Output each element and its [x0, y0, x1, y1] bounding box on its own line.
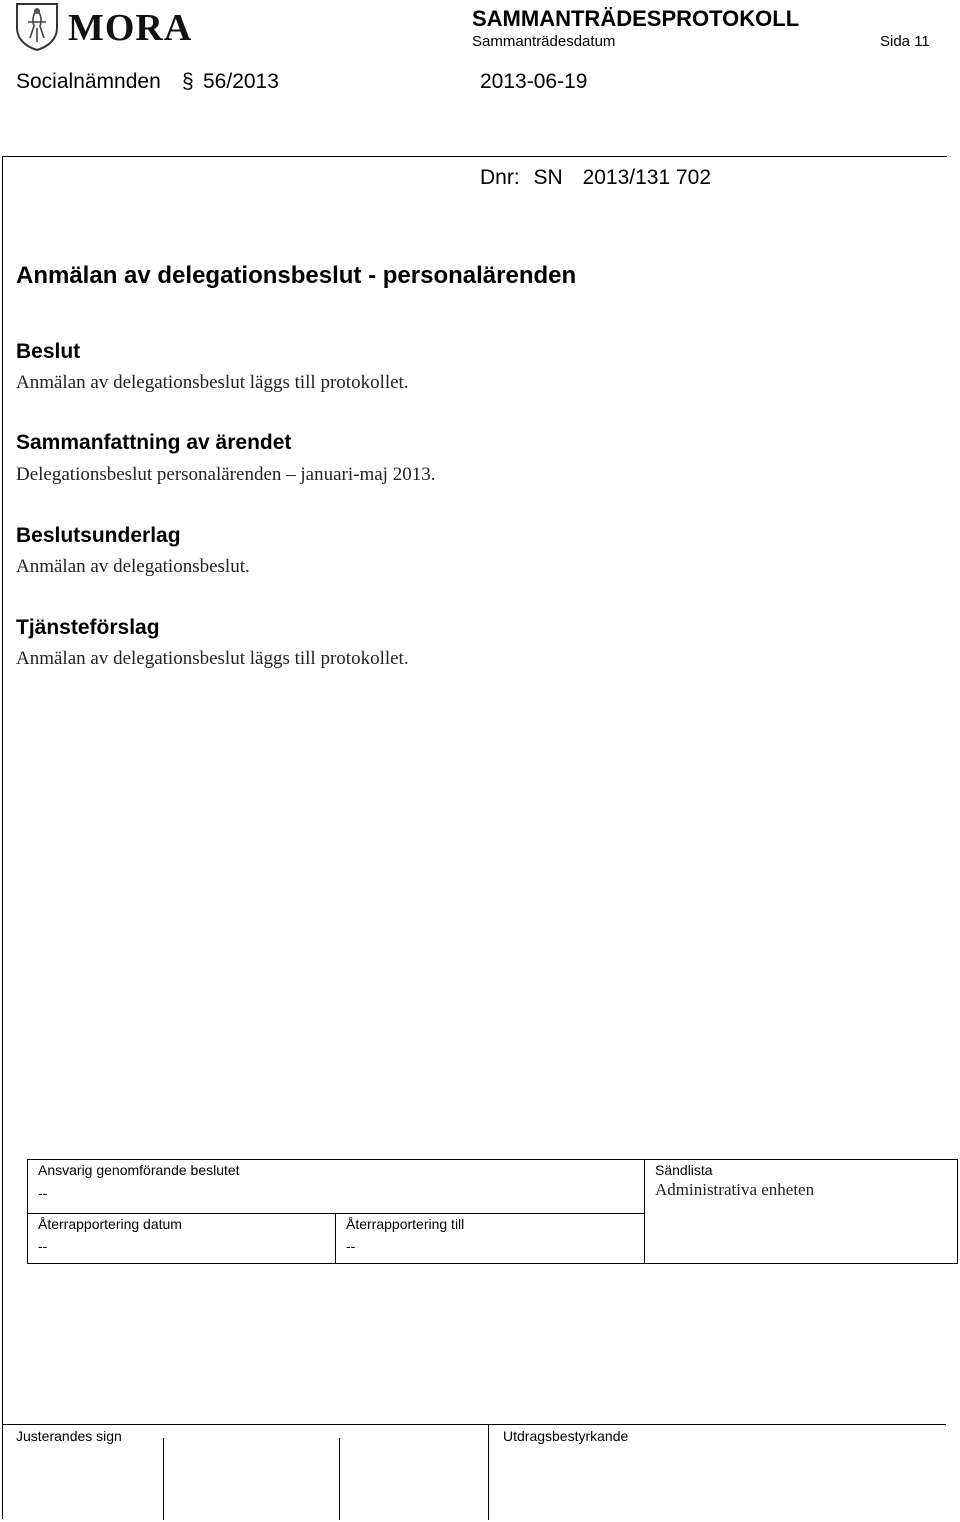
committee-name: Socialnämnden [16, 70, 161, 93]
report-to-value: -- [346, 1238, 356, 1254]
dnr-org: SN [533, 166, 563, 189]
distribution-value: Administrativa enheten [655, 1180, 815, 1199]
case-number [480, 166, 711, 190]
signature-divider [488, 1424, 489, 1520]
meeting-date: 2013-06-19 [480, 70, 588, 93]
signature-divider [339, 1438, 340, 1520]
responsible-value: -- [38, 1185, 48, 1201]
section-heading: Beslut [16, 340, 81, 363]
distribution-label: Sändlista [655, 1162, 713, 1178]
section-text: Anmälan av delegationsbeslut. [16, 556, 250, 577]
section-heading: Tjänsteförslag [16, 616, 160, 639]
mora-crest-logo [14, 2, 60, 52]
meeting-date-label: Sammanträdesdatum [472, 33, 616, 50]
box-divider [644, 1159, 645, 1264]
report-date-value: -- [38, 1238, 48, 1254]
case-title: Anmälan av delegationsbeslut - personalärenden [16, 262, 577, 289]
section-text: Delegationsbeslut personalärenden – januari-maj 2013. [16, 464, 436, 485]
dnr-number: 2013/131 702 [582, 166, 712, 189]
paragraph-sign: § [182, 70, 194, 93]
document-type: SAMMANTRÄDESPROTOKOLL [472, 6, 800, 31]
responsible-label: Ansvarig genomförande beslutet [38, 1162, 240, 1178]
dnr-label: Dnr: [480, 166, 520, 189]
paragraph-number: 56/2013 [203, 70, 279, 93]
box-divider [335, 1213, 336, 1264]
section-text: Anmälan av delegationsbeslut läggs till protokollet. [16, 372, 409, 393]
utdragsbestyrkande-label: Utdragsbestyrkande [503, 1428, 629, 1444]
protocol-section-frame [2, 156, 947, 1519]
justerandes-sign-label: Justerandes sign [16, 1428, 122, 1444]
report-date-label: Återrapportering datum [38, 1216, 182, 1232]
section-heading: Sammanfattning av ärendet [16, 431, 292, 454]
section-text: Anmälan av delegationsbeslut läggs till protokollet. [16, 648, 409, 669]
footer-rule [2, 1424, 946, 1425]
logo-wordmark: MORA [68, 7, 193, 49]
section-heading: Beslutsunderlag [16, 524, 181, 547]
page-number: Sida 11 [880, 33, 930, 50]
signature-divider [163, 1438, 164, 1520]
report-to-label: Återrapportering till [346, 1216, 465, 1232]
